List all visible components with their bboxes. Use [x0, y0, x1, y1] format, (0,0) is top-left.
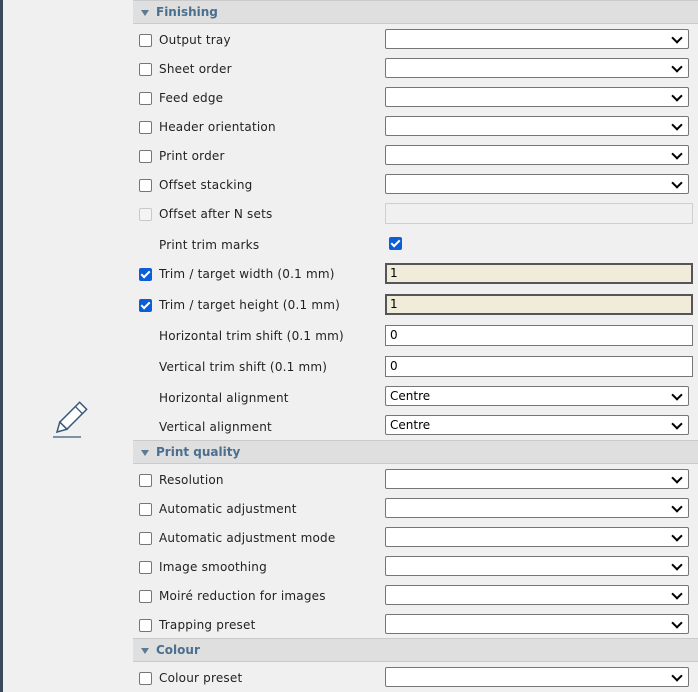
trim-target-height-field[interactable]: 1 — [385, 294, 693, 315]
setting-row-automatic-adjustment — [133, 494, 698, 523]
collapse-triangle-icon[interactable] — [141, 648, 149, 654]
vertical-alignment-label: Vertical alignment — [159, 420, 272, 434]
setting-row-image-smoothing — [133, 552, 698, 581]
horizontal-trim-shift-label: Horizontal trim shift (0.1 mm) — [159, 329, 344, 343]
chevron-down-icon — [671, 119, 682, 130]
section-title: Print quality — [156, 445, 241, 459]
collapse-triangle-icon[interactable] — [141, 450, 149, 456]
setting-row-output-tray — [133, 25, 698, 54]
pencil-icon[interactable] — [51, 398, 91, 440]
setting-row-vertical-trim-shift — [133, 352, 698, 381]
chevron-down-icon — [671, 617, 682, 628]
print-order-label: Print order — [159, 149, 225, 163]
chevron-down-icon — [671, 670, 682, 681]
offset-after-n-sets-checkbox — [139, 208, 152, 221]
image-smoothing-checkbox[interactable] — [139, 561, 152, 574]
vertical-trim-shift-label: Vertical trim shift (0.1 mm) — [159, 360, 328, 374]
chevron-down-icon — [671, 559, 682, 570]
setting-row-colour-preset — [133, 663, 698, 692]
chevron-down-icon — [671, 90, 682, 101]
moire-reduction-select[interactable] — [385, 585, 689, 605]
setting-row-sheet-order — [133, 54, 698, 83]
output-tray-checkbox[interactable] — [139, 34, 152, 47]
chevron-down-icon — [671, 61, 682, 72]
colour-preset-select[interactable] — [385, 667, 689, 687]
collapse-triangle-icon[interactable] — [141, 10, 149, 16]
colour-preset-checkbox[interactable] — [139, 672, 152, 685]
section-header-colour[interactable] — [133, 638, 698, 662]
offset-stacking-select[interactable] — [385, 174, 689, 194]
setting-row-feed-edge — [133, 83, 698, 112]
chevron-down-icon — [671, 32, 682, 43]
chevron-down-icon — [671, 501, 682, 512]
section-title: Finishing — [156, 5, 218, 19]
trapping-preset-checkbox[interactable] — [139, 619, 152, 632]
section-title: Colour — [156, 643, 200, 657]
automatic-adjustment-label: Automatic adjustment — [159, 502, 297, 516]
settings-panel — [133, 0, 698, 692]
colour-preset-label: Colour preset — [159, 671, 243, 685]
horizontal-alignment-select[interactable]: Centre — [385, 386, 689, 406]
sheet-order-label: Sheet order — [159, 62, 232, 76]
moire-reduction-label: Moiré reduction for images — [159, 589, 326, 603]
offset-after-n-sets-label: Offset after N sets — [159, 207, 273, 221]
chevron-down-icon — [671, 418, 682, 429]
section-header-print-quality[interactable] — [133, 440, 698, 464]
setting-row-vertical-alignment — [133, 412, 698, 441]
chevron-down-icon — [671, 472, 682, 483]
feed-edge-label: Feed edge — [159, 91, 224, 105]
setting-row-resolution — [133, 465, 698, 494]
setting-row-offset-stacking — [133, 170, 698, 199]
horizontal-trim-shift-field[interactable]: 0 — [385, 325, 693, 346]
header-orientation-select[interactable] — [385, 116, 689, 136]
left-panel — [3, 0, 133, 692]
image-smoothing-select[interactable] — [385, 556, 689, 576]
offset-stacking-label: Offset stacking — [159, 178, 253, 192]
chevron-down-icon — [671, 588, 682, 599]
setting-row-print-trim-marks — [133, 230, 698, 259]
sheet-order-checkbox[interactable] — [139, 63, 152, 76]
setting-row-horizontal-alignment — [133, 383, 698, 412]
offset-after-n-sets-field — [385, 203, 693, 224]
moire-reduction-checkbox[interactable] — [139, 590, 152, 603]
feed-edge-checkbox[interactable] — [139, 92, 152, 105]
trapping-preset-label: Trapping preset — [159, 618, 256, 632]
print-trim-marks-checkbox[interactable] — [389, 237, 402, 250]
trim-target-height-checkbox[interactable] — [139, 299, 152, 312]
feed-edge-select[interactable] — [385, 87, 689, 107]
resolution-select[interactable] — [385, 469, 689, 489]
trim-target-width-checkbox[interactable] — [139, 268, 152, 281]
chevron-down-icon — [671, 148, 682, 159]
setting-row-header-orientation — [133, 112, 698, 141]
setting-row-automatic-adjustment-mode — [133, 523, 698, 552]
vertical-trim-shift-field[interactable]: 0 — [385, 356, 693, 377]
sheet-order-select[interactable] — [385, 58, 689, 78]
setting-row-trim-target-width — [133, 259, 698, 288]
vertical-alignment-select[interactable]: Centre — [385, 415, 689, 435]
print-trim-marks-label: Print trim marks — [159, 238, 260, 252]
resolution-label: Resolution — [159, 473, 224, 487]
chevron-down-icon — [671, 530, 682, 541]
setting-row-print-order — [133, 141, 698, 170]
trim-target-width-field[interactable]: 1 — [385, 263, 693, 284]
automatic-adjustment-checkbox[interactable] — [139, 503, 152, 516]
automatic-adjustment-mode-select[interactable] — [385, 527, 689, 547]
trapping-preset-select[interactable] — [385, 614, 689, 634]
chevron-down-icon — [671, 389, 682, 400]
offset-stacking-checkbox[interactable] — [139, 179, 152, 192]
automatic-adjustment-select[interactable] — [385, 498, 689, 518]
setting-row-moire-reduction — [133, 581, 698, 610]
header-orientation-checkbox[interactable] — [139, 121, 152, 134]
horizontal-alignment-label: Horizontal alignment — [159, 391, 289, 405]
setting-row-trapping-preset — [133, 610, 698, 639]
section-header-finishing[interactable] — [133, 0, 698, 24]
trim-target-height-label: Trim / target height (0.1 mm) — [159, 298, 341, 312]
setting-row-offset-after-n-sets — [133, 199, 698, 228]
automatic-adjustment-mode-checkbox[interactable] — [139, 532, 152, 545]
output-tray-label: Output tray — [159, 33, 231, 47]
resolution-checkbox[interactable] — [139, 474, 152, 487]
setting-row-horizontal-trim-shift — [133, 321, 698, 350]
chevron-down-icon — [671, 177, 682, 188]
automatic-adjustment-mode-label: Automatic adjustment mode — [159, 531, 336, 545]
image-smoothing-label: Image smoothing — [159, 560, 267, 574]
print-order-checkbox[interactable] — [139, 150, 152, 163]
header-orientation-label: Header orientation — [159, 120, 276, 134]
output-tray-select[interactable] — [385, 29, 689, 49]
print-order-select[interactable] — [385, 145, 689, 165]
setting-row-trim-target-height — [133, 290, 698, 319]
trim-target-width-label: Trim / target width (0.1 mm) — [159, 267, 335, 281]
